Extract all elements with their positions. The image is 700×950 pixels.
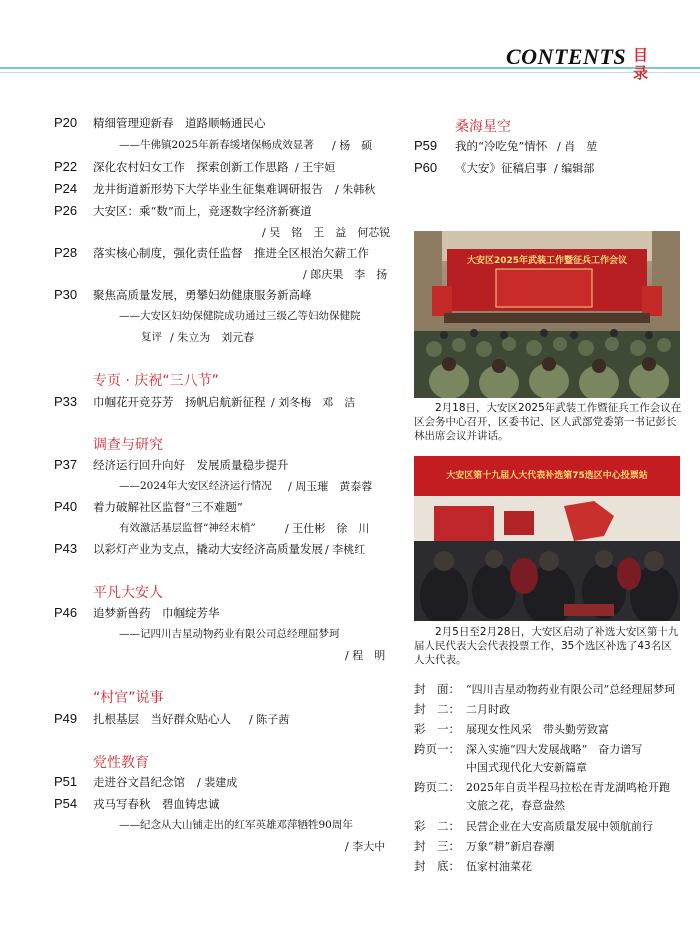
article-author: / 王宇姮: [295, 161, 336, 174]
section-heading: 调查与研究: [93, 437, 163, 453]
article-title[interactable]: 以彩灯产业为支点，撬动大安经济高质量发展: [93, 542, 323, 556]
article-title[interactable]: 聚焦高质量发展，勇攀妇幼健康服务新高峰: [93, 288, 312, 302]
article-title[interactable]: 走进谷文昌纪念馆: [93, 775, 185, 789]
page-number: P28: [54, 245, 78, 260]
cover-label: 封 二：: [414, 702, 460, 716]
page-number: P22: [54, 159, 78, 174]
article-subtitle: ——纪念从大山铺走出的红军英雄邓萍牺牲90周年: [119, 819, 353, 831]
cover-text: 二月时政: [466, 703, 510, 716]
cover-label: 彩 二：: [414, 819, 460, 833]
article-title[interactable]: 深化农村妇女工作 探索创新工作思路: [93, 160, 289, 174]
mulu-heading: 目录: [633, 46, 649, 82]
page-number: P46: [54, 605, 78, 620]
article-title[interactable]: 落实核心制度，强化责任监督 推进全区根治欠薪工作: [93, 246, 369, 260]
article-title[interactable]: 追梦新兽药 巾帼绽芳华: [93, 606, 220, 620]
cover-text: 伍家村油菜花: [466, 860, 532, 873]
page-number: P20: [54, 115, 78, 130]
cover-text-cont: 中国式现代化大安新篇章: [466, 761, 587, 774]
article-subtitle: ——大安区妇幼保健院成功通过三级乙等妇幼保健院: [119, 310, 361, 322]
page-number: P51: [54, 774, 78, 789]
section-heading: “村官”说事: [93, 690, 164, 706]
article-author: / 郎庆果 李 扬: [303, 268, 388, 281]
article-subtitle: ——记四川吉星动物药业有限公司总经理屈梦珂: [119, 628, 340, 640]
article-author: / 李桃红: [325, 543, 366, 556]
cover-text: 展现女性风采 带头勤劳致富: [466, 723, 609, 736]
section-heading: 桑海星空: [455, 119, 511, 135]
section-heading: 党性教育: [93, 755, 149, 771]
article-title[interactable]: 着力破解社区监督“三不难题”: [93, 500, 243, 514]
page-number: P40: [54, 499, 78, 514]
article-title[interactable]: 龙井街道新形势下大学毕业生征集难调研报告: [93, 182, 323, 196]
page-number: P59: [414, 138, 438, 153]
article-title[interactable]: 《大安》征稿启事: [455, 161, 547, 175]
cover-text: 深入实施“四大发展战略” 奋力谱写: [466, 743, 643, 756]
page-number: P49: [54, 711, 78, 726]
cover-label: 封 面：: [414, 682, 460, 696]
article-title[interactable]: 扎根基层 当好群众贴心人: [93, 712, 231, 726]
article-subtitle: ——牛佛镇2025年新春缓堵保畅成效显著: [119, 139, 314, 151]
article-title[interactable]: 精细管理迎新春 道路顺畅通民心: [93, 116, 266, 130]
article-author: / 陈子茜: [249, 713, 290, 726]
photo-voting-station: [414, 456, 680, 621]
cover-text: 民营企业在大安高质量发展中领航前行: [466, 820, 653, 833]
photo-caption: 2月18日，大安区2025年武装工作暨征兵工作会议在区会务中心召开，区委书记、区人武部党委第一书记彭长林出席会议并讲话。: [414, 402, 682, 442]
photo-caption: 2月5日至2月28日，大安区启动了补选大安区第十九届人民代表大会代表投票工作，35个选区补选了43名区人大代表。: [414, 626, 679, 666]
photo-military-conference: [414, 231, 680, 398]
article-author: / 周玉璀 黄泰蓉: [288, 480, 373, 493]
cover-label: 跨页一：: [414, 742, 460, 756]
article-author: / 王仕彬 徐 川: [285, 522, 370, 535]
cover-label: 封 底：: [414, 859, 460, 873]
header-rule-thin: [0, 72, 700, 73]
page-number: P37: [54, 457, 78, 472]
article-subtitle-cont: 复评: [141, 331, 162, 343]
page-number: P33: [54, 394, 78, 409]
article-author: / 朱立为 刘元春: [170, 331, 255, 344]
article-title[interactable]: 经济运行回升向好 发展质量稳步提升: [93, 458, 289, 472]
cover-label: 彩 一：: [414, 722, 460, 736]
page-number: P54: [54, 796, 78, 811]
article-author: / 刘冬梅 邓 洁: [271, 396, 356, 409]
cover-text-cont: 文旅之花，春意盎然: [466, 799, 565, 812]
article-subtitle: ——2024年大安区经济运行情况: [119, 480, 272, 492]
page-number: P24: [54, 181, 78, 196]
article-title[interactable]: 戎马写春秋 碧血铸忠诚: [93, 797, 220, 811]
cover-text: 2025年自贡半程马拉松在青龙湖鸣枪开跑: [466, 781, 670, 794]
article-author: / 杨 硕: [332, 139, 373, 152]
article-author: / 吴 铭 王 益 何芯锐: [262, 226, 391, 239]
section-heading: 专页 · 庆祝“三八节”: [93, 373, 219, 389]
article-author: / 程 明: [345, 649, 386, 662]
cover-text: “四川吉星动物药业有限公司”总经理屈梦珂: [466, 683, 676, 696]
cover-label: 封 三：: [414, 839, 460, 853]
article-author: / 编辑部: [554, 162, 595, 175]
article-title[interactable]: 我的“冷吃兔”情怀: [455, 139, 548, 153]
article-author: / 李大中: [345, 840, 386, 853]
article-author: / 裴建成: [197, 776, 238, 789]
article-author: / 朱韩秋: [335, 183, 376, 196]
cover-label: 跨页二：: [414, 780, 460, 794]
contents-heading: CONTENTS: [506, 44, 627, 69]
section-heading: 平凡大安人: [93, 585, 163, 601]
page-number: P26: [54, 203, 78, 218]
page-number: P30: [54, 287, 78, 302]
article-title[interactable]: 巾帼花开竞芬芳 扬帆启航新征程: [93, 395, 266, 409]
photo-banner-text: 大安区2025年武装工作暨征兵工作会议: [466, 256, 628, 266]
cover-text: 万象“耕”新启春潮: [466, 840, 555, 853]
article-author: / 肖 堃: [557, 140, 598, 153]
article-subtitle: 有效激活基层监督“神经末梢”: [119, 522, 256, 534]
page-number: P60: [414, 160, 438, 175]
article-title[interactable]: 大安区：乘“数”而上，竞逐数字经济新赛道: [93, 204, 312, 218]
photo-banner-text: 大安区第十九届人大代表补选第75选区中心投票站: [446, 471, 648, 481]
page-number: P43: [54, 541, 78, 556]
